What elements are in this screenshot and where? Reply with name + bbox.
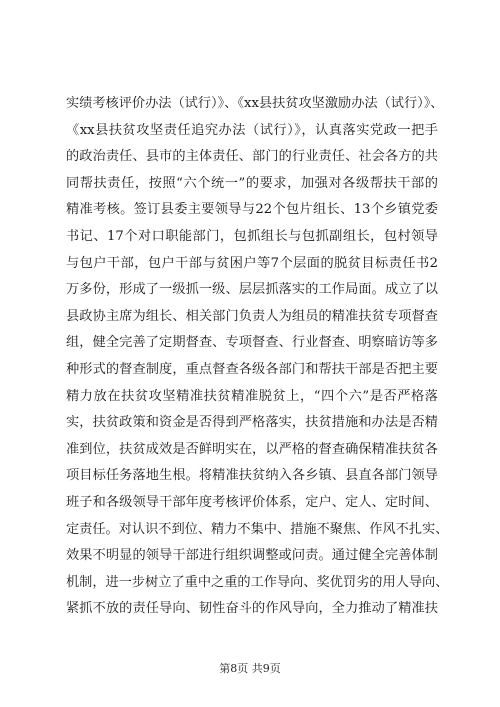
body-text	[66, 91, 449, 623]
page-number: 第8页 共9页	[219, 662, 281, 675]
text-line: 《xx县扶贫攻坚责任追究办法（试行）》，认真落实党政一把手	[66, 122, 438, 138]
text-line: 定责任。对认识不到位、精力不集中、措施不聚焦、作风不扎实、	[66, 521, 449, 537]
text-line: 的政治责任、县市的主体责任、部门的行业责任、社会各方的共	[66, 149, 438, 165]
text-line: 实，扶贫政策和资金是否得到严格落实，扶贫措施和办法是否精	[66, 415, 438, 431]
text-line: 准到位，扶贫成效是否鲜明实在，以严格的督查确保精准扶贫各	[66, 441, 438, 457]
text-line: 班子和各级领导干部年度考核评价体系，定户、定人、定时间、	[66, 494, 438, 510]
text-line: 组，健全完善了定期督查、专项督查、行业督查、明察暗访等多	[66, 335, 438, 351]
text-line: 万多份，形成了一级抓一级、层层抓落实的工作局面。成立了以	[66, 282, 438, 298]
text-line: 精准考核。签订县委主要领导与22个包片组长、13个乡镇党委	[66, 202, 438, 218]
text-line: 精力放在扶贫攻坚精准扶贫精准脱贫上，“四个六”是否严格落	[66, 388, 438, 404]
text-line: 机制，进一步树立了重中之重的工作导向、奖优罚劣的用人导向、	[66, 574, 449, 590]
text-line: 项目标任务落地生根。将精准扶贫纳入各乡镇、县直各部门领导	[66, 468, 438, 484]
text-line: 县政协主席为组长、相关部门负责人为组员的精准扶贫专项督查	[66, 308, 438, 324]
text-line: 种形式的督查制度，重点督查各级各部门和帮扶干部是否把主要	[66, 361, 438, 377]
text-line: 与包户干部，包户干部与贫困户等7个层面的脱贫目标责任书2	[66, 255, 438, 271]
text-line: 书记、17个对口职能部门，包抓组长与包抓副组长，包村领导	[66, 228, 438, 244]
text-line: 效果不明显的领导干部进行组织调整或问责。通过健全完善体制	[66, 548, 438, 564]
text-line: 同帮扶责任，按照“六个统一”的要求，加强对各级帮扶干部的	[66, 175, 438, 191]
text-line: 实绩考核评价办法（试行）》、《xx县扶贫攻坚激励办法（试行）》、	[66, 96, 444, 111]
text-line: 紧抓不放的责任导向、韧性奋斗的作风导向，全力推动了精准扶	[66, 601, 438, 617]
